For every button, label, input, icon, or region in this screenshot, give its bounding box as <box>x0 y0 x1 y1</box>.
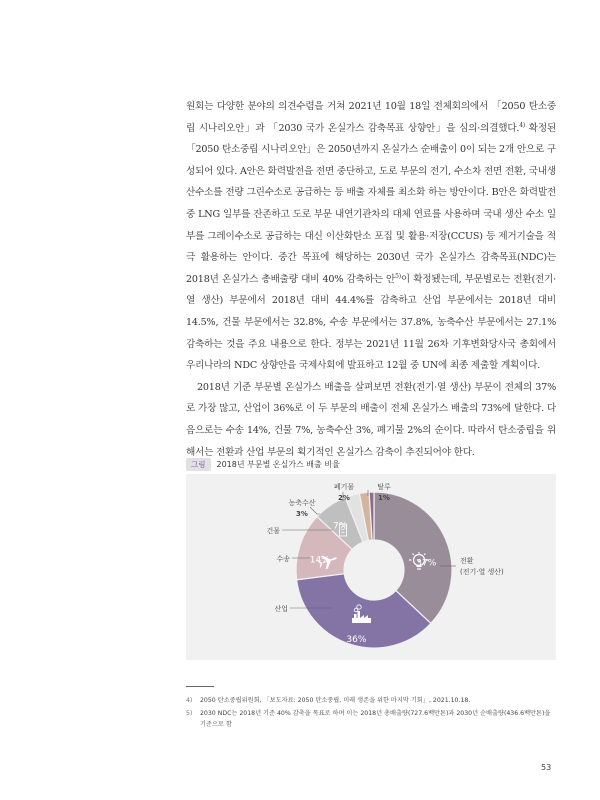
figure-title: 2018년 부문별 온실가스 배출 비율 <box>216 459 340 469</box>
slice-value-3: 7% <box>333 521 348 532</box>
footnote-text: 2050 탄소중립위원회, 「보도자료: 2050 탄소중립, 미래 생존을 위한 마지막 기회」, 2021.10.18. <box>200 697 471 704</box>
paragraph-1-part-a: 원회는 다양한 분야의 의견수렴을 거쳐 2021년 10월 18일 전체회의에서 「2050 탄소중립 시나리오안」과 「2030 국가 온실가스 감축목표 상향안」을 심의·의결했다. <box>186 101 556 134</box>
figure-tag: 그림 <box>186 458 211 471</box>
label-energy: 전환 <box>460 557 474 565</box>
label-energy-sub: (전기·열 생산) <box>460 568 504 576</box>
footnote-number: 5) <box>186 710 193 717</box>
paragraph-1 <box>186 96 556 377</box>
label-waste: 폐기물 <box>333 483 355 491</box>
footnote-4 <box>186 695 556 706</box>
slice-value-2: 14% <box>309 555 330 566</box>
footnote-number: 4) <box>186 697 193 704</box>
figure-caption <box>186 456 340 472</box>
figure-panel <box>186 474 556 660</box>
value-fugitive: 1% <box>378 494 390 502</box>
body-text <box>186 96 556 463</box>
leader-line-agriculture <box>310 507 320 514</box>
footnote-ref-4[interactable]: 4) <box>519 121 526 129</box>
slice-value-0: 37% <box>416 558 437 569</box>
donut-chart <box>186 474 556 660</box>
label-building: 건물 <box>266 527 280 535</box>
value-waste: 2% <box>338 494 350 502</box>
label-agriculture: 농축수산 <box>288 499 316 507</box>
footnote-5 <box>186 708 556 730</box>
label-fugitive: 탈루 <box>377 483 391 491</box>
footnote-text: 2030 NDC는 2018년 기준 40% 감축을 목표로 하며 이는 2018년 총배출량(727.6백만톤)과 2030년 순배출량(436.6백만톤)을 기준으로 함 <box>200 710 551 728</box>
paragraph-1-part-c: 이 확정됐는데, 부문별로는 전환(전기·열 생산) 부문에서 2018년 대비 44.4%를 감축하고 산업 부문에서는 2018년 대비 14.5%, 건물 부문에서는 32.8%, 수송 부문에서는 37.8%, 농축수산 부문에서는 27.1% 감축하는 것을 주요 내용으로 한다. 정부는 2021년 11월 26차 기후변화당사국 총회에서 우리나라의 NDC 상향안을 국제사회에 발표하고 12월 중 UN에 최종 제출할 계획이다. <box>186 273 556 372</box>
page-number: 53 <box>541 763 552 772</box>
footnote-ref-5[interactable]: 5) <box>395 272 401 280</box>
value-agriculture: 3% <box>296 510 308 518</box>
paragraph-1-part-b: 확정된 「2050 탄소중립 시나리오안」은 2050년까지 온실가스 순배출이 0이 되는 2개 안으로 구성되어 있다. A안은 화력발전을 전면 중단하고, 도로 부문의 전기, 수소차 전면 전환, 국내생산수소를 전량 그린수소로 공급하는 등 배출 자체를 최소화 하는 방안이다. B안은 화력발전 중 LNG 일부를 잔존하고 도로 부문 내연기관차의 대체 연료를 사용하며 국내 생산 수소 일부를 그레이수소로 공급하는 대신 이산화탄소 포집 및 활용·저장(CCUS) 등 제거기술을 적극 활용하는 안이다. 중간 목표에 해당하는 2030년 국가 온실가스 감축목표(NDC)는 2018년 온실가스 총배출량 대비 40% 감축하는 안 <box>186 122 556 285</box>
footnote-divider <box>186 686 214 687</box>
label-transport: 수송 <box>276 555 290 563</box>
paragraph-2: 2018년 기준 부문별 온실가스 배출을 살펴보면 전환(전기·열 생산) 부문이 전체의 37%로 가장 많고, 산업이 36%로 이 두 부문의 배출이 전체 온실가스 배출의 73%에 달한다. 다음으로는 수송 14%, 건물 7%, 농축수산 3%, 폐기물 2%의 순이다. 따라서 탄소중립을 위해서는 전환과 산업 부문의 획기적인 온실가스 감축이 추진되어야 한다. <box>186 381 556 458</box>
label-industry: 산업 <box>274 605 288 613</box>
slice-value-1: 36% <box>346 635 367 646</box>
footnotes <box>186 695 556 732</box>
